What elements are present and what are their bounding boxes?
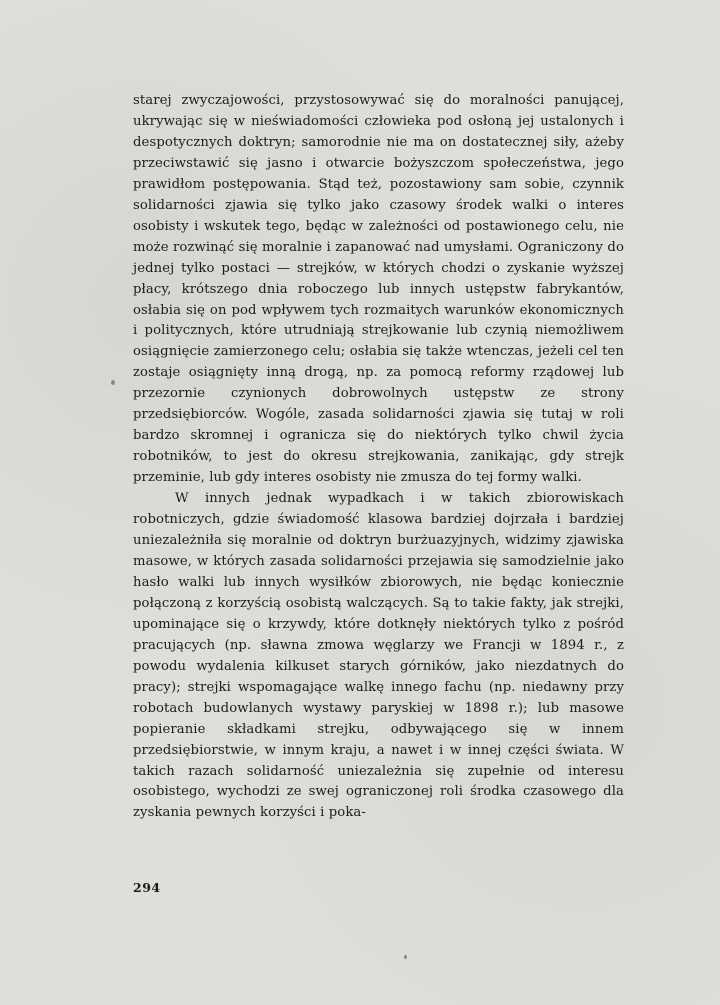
paper-speck xyxy=(404,955,407,959)
paragraph-1: starej zwyczajowości, przystosowywać się do moralności panującej, ukrywając się w nieświadomości człowieka pod osłoną jej ustalonych i despotycznych doktryn; samorodnie nie ma on dostatecznej siły, ażeby przeciwstawić się jasno i otwarcie bożyszczom społeczeństwa, jego prawidłom postępowania. Stąd też, pozostawiony sam sobie, czynnik solidarności zjawia się tylko jako czasowy środek walki o interes osobisty i wskutek tego, będąc w zależności od postawionego celu, nie może rozwinąć się moralnie i zapanować nad umysłami. Ograniczony do jednej tylko postaci — strejków, w których chodzi o zyskanie wyższej płacy, krótszego dnia roboczego lub innych ustępstw fabrykantów, osłabia się on pod wpływem tych rozmaitych warunków ekonomicznych i politycznych, które utrudniają strejkowanie lub czynią niemożliwem osiągnięcie zamierzonego celu; osłabia się także wtenczas, jeżeli cel ten zostaje osiągnięty inną drogą, np. za pomocą reformy rządowej lub przezornie czynionych dobrowolnych ustępstw ze strony przedsiębiorców. Wogóle, zasada solidarności zjawia się tutaj w roli bardzo skromnej i ogranicza się do niektórych tylko chwil życia robotników, to jest do okresu strejkowania, zanikając, gdy strejk przeminie, lub gdy interes osobisty nie zmusza do tej formy walki. xyxy=(133,93,624,486)
paragraph-2: W innych jednak wypadkach i w takich zbiorowiskach robotniczych, gdzie świadomość klasowa bardziej dojrzała i bardziej uniezależniła się moralnie od doktryn burżuazyjnych, widzimy zjawiska masowe, w których zasada solidarności przejawia się samodzielnie jako hasło walki lub innych wysiłków zbiorowych, nie będąc koniecznie połączoną z korzyścią osobistą walczących. Są to takie fakty, jak strejki, upominające się o krzywdy, które dotknęły niektórych tylko z pośród pracujących (np. sławna zmowa węglarzy we Francji w 1894 r., z powodu wydalenia kilkuset starych górników, jako niezdatnych do pracy); strejki wspomagające walkę innego fachu (np. niedawny przy robotach budowlanych wystawy paryskiej w 1898 r.); lub masowe popieranie składkami strejku, odbywającego się w innem przedsiębiorstwie, w innym kraju, a nawet i w innej części świata. W takich razach solidarność uniezależnia się zupełnie od interesu osobistego, wychodzi ze swej ograniczonej roli środka czasowego dla zyskania pewnych korzyści i poka- xyxy=(133,491,624,821)
paper-speck xyxy=(111,380,115,385)
page-number: 294 xyxy=(133,880,161,895)
body-text xyxy=(133,91,624,824)
